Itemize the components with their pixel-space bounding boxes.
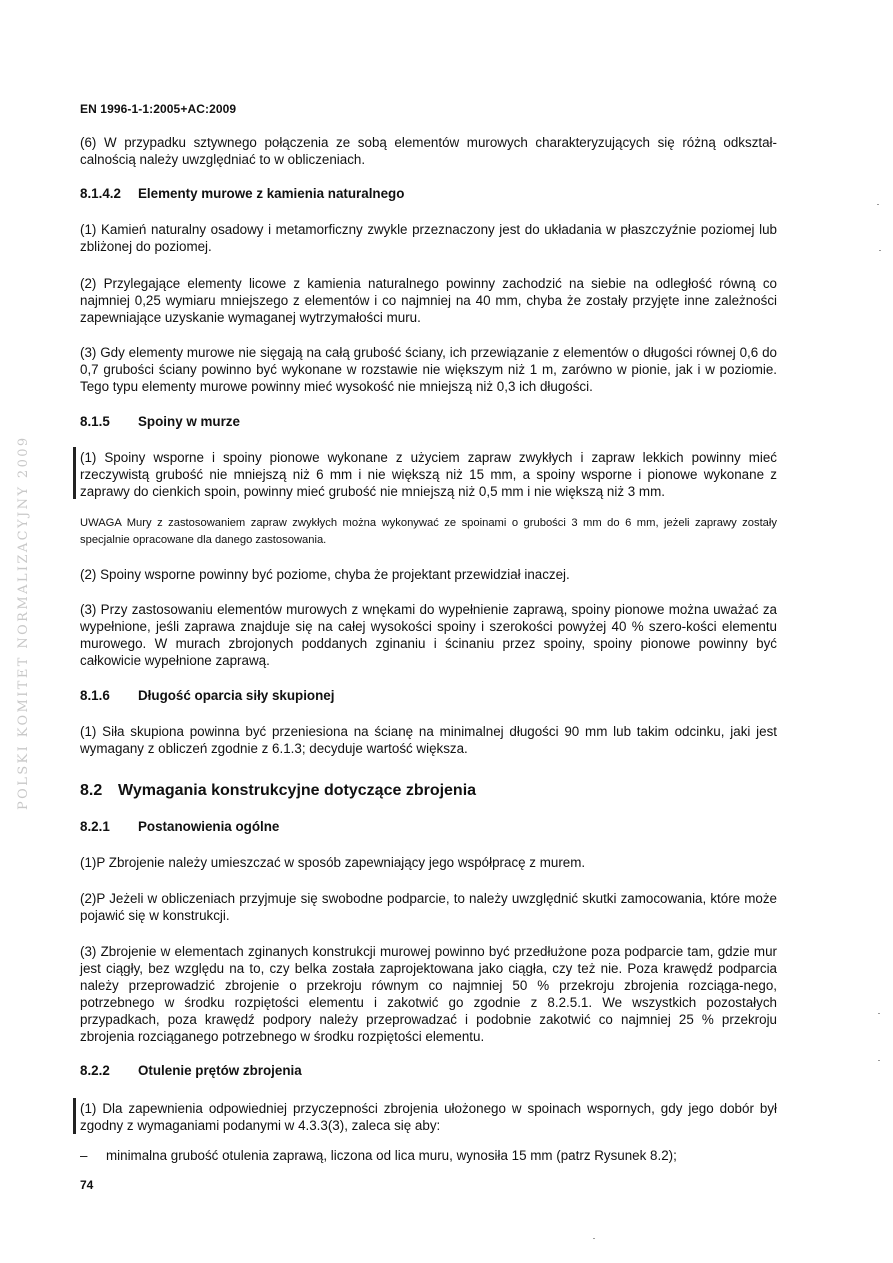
paragraph-8-1-4-2-3: (3) Gdy elementy murowe nie sięgają na całą grubość ściany, ich przewiązanie z elementów o długości równej 0,6 do 0,7 grubości ściany powinno być wykonane w rozstawie nie większym niż 1 m, zarówno w pionie, jak i w poziomie. Tego typu elementy murowe powinny mieć wysokość nie mniejszą niż 0,3 ich długości.: [80, 345, 777, 394]
heading-title: Elementy murowe z kamienia naturalnego: [138, 186, 405, 201]
heading-8-2-2: [80, 1063, 302, 1078]
change-bar: [73, 447, 76, 499]
list-item-text: minimalna grubość otulenia zaprawą, liczona od lica muru, wynosiła 15 mm (patrz Rysunek 8.2);: [106, 1148, 677, 1163]
heading-title: Postanowienia ogólne: [138, 819, 280, 834]
paragraph-8-1-5-2: (2) Spoiny wsporne powinny być poziome, chyba że projektant przewidział inaczej.: [80, 567, 570, 582]
list-item: [80, 1147, 677, 1164]
heading-title: Wymagania konstrukcyjne dotyczące zbrojenia: [118, 782, 477, 799]
heading-number: 8.1.5: [80, 414, 110, 429]
heading-8-2: [80, 782, 476, 800]
paragraph-8-1-6-1: (1) Siła skupiona powinna być przeniesiona na ścianę na minimalnej długości 90 mm lub takim odcinku, jaki jest wymagany z obliczeń zgodnie z 6.1.3; decyduje wartość większa.: [80, 724, 777, 756]
heading-8-2-1: [80, 819, 279, 834]
paragraph-8-1-5-3: (3) Przy zastosowaniu elementów murowych z wnękami do wypełnienie zaprawą, spoiny pionowe można uważać za wypełnione, jeśli zaprawa znajduje się na całej wysokości spoiny i szerokości powyżej 40 % szero-kości elementu murowego. W murach zbrojonych poddanych zginaniu i ścinaniu przez spoiny, spoiny pionowe powinny być całkowicie wypełnione zaprawą.: [80, 602, 777, 668]
paragraph-8-2-1-2: (2)P Jeżeli w obliczeniach przyjmuje się swobodne podparcie, to należy uwzględnić skutki zamocowania, które może pojawić się w konstrukcji.: [80, 891, 777, 923]
heading-number: 8.2: [80, 782, 103, 799]
heading-number: 8.1.4.2: [80, 186, 121, 201]
note-uwaga: UWAGA Mury z zastosowaniem zapraw zwykłych można wykonywać ze spoinami o grubości 3 mm do 6 mm, jeżeli zaprawy zostały specjalnie opracowane dla danego zastosowania.: [80, 517, 777, 546]
paragraph-8-2-1-1: (1)P Zbrojenie należy umieszczać w sposób zapewniający jego współpracę z murem.: [80, 855, 586, 870]
heading-number: 8.2.2: [80, 1063, 110, 1078]
scan-speck: [879, 250, 881, 251]
heading-title: Otulenie prętów zbrojenia: [138, 1063, 302, 1078]
scan-speck: [878, 1013, 880, 1014]
scan-speck: [877, 204, 879, 205]
paragraph-8-2-2-1: (1) Dla zapewnienia odpowiedniej przyczepności zbrojenia ułożonego w spoinach wspornych, gdy jego dobór był zgodny z wymaganiami podanymi w 4.3.3(3), zaleca się aby:: [80, 1101, 777, 1133]
paragraph-8-1-4-2-1: (1) Kamień naturalny osadowy i metamorficzny zwykle przeznaczony jest do układania w płaszczyźnie poziomej lub zbliżonej do poziomej.: [80, 222, 777, 254]
paragraph-8-1-4-2-2: (2) Przylegające elementy licowe z kamienia naturalnego powinny zachodzić na siebie na odległość równą co najmniej 0,25 wymiaru mniejszego z elementów i co najmniej na 40 mm, chyba że zostały przyjęte inne zależności zapewniające uzyskanie wymaganej wytrzymałości muru.: [80, 276, 777, 325]
watermark: POLSKI KOMITET NORMALIZACYJNY 2009: [16, 435, 31, 810]
heading-number: 8.2.1: [80, 819, 110, 834]
paragraph-8-1-4-1-6: (6) W przypadku sztywnego połączenia ze sobą elementów murowych charakteryzujących się różną odkształ-calnością należy uwzględniać to w obliczeniach.: [80, 135, 777, 167]
page-number: 74: [80, 1178, 94, 1192]
heading-title: Długość oparcia siły skupionej: [138, 688, 335, 703]
heading-title: Spoiny w murze: [138, 414, 240, 429]
dash-marker: –: [80, 1148, 88, 1163]
heading-8-1-5: [80, 414, 240, 429]
change-bar: [73, 1098, 76, 1134]
heading-8-1-6: [80, 688, 334, 703]
scan-speck: [878, 1060, 880, 1061]
heading-8-1-4-2: [80, 186, 404, 201]
heading-number: 8.1.6: [80, 688, 110, 703]
document-header: EN 1996-1-1:2005+AC:2009: [80, 102, 237, 116]
scan-speck: [593, 1238, 595, 1239]
paragraph-8-2-1-3: (3) Zbrojenie w elementach zginanych konstrukcji murowej powinno być przedłużone poza podparcie tam, gdzie mur jest ciągły, bez względu na to, czy belka została zaprojektowana jako ciągła, czy też nie. Poza krawędź podparcia należy przeprowadzić zbrojenie o przekroju równym co najmniej 50 % przekroju zbrojenia rozciąga-nego, potrzebnego w środku rozpiętości elementu i zakotwić go zgodnie z 8.2.5.1. We wszystkich pozostałych przypadkach, poza krawędź podpory należy przeprowadzać i podobnie zakotwić co najmniej 25 % przekroju zbrojenia rozciąganego potrzebnego w środku rozpiętości elementu.: [80, 944, 777, 1044]
paragraph-8-1-5-1: (1) Spoiny wsporne i spoiny pionowe wykonane z użyciem zapraw zwykłych i zapraw lekkich powinny mieć rzeczywistą grubość nie mniejszą niż 6 mm i nie większą niż 15 mm, a spoiny wsporne i pionowe wykonane z zaprawy do cienkich spoin, powinny mieć grubość nie mniejszą niż 0,5 mm i nie większą niż 3 mm.: [80, 450, 777, 499]
